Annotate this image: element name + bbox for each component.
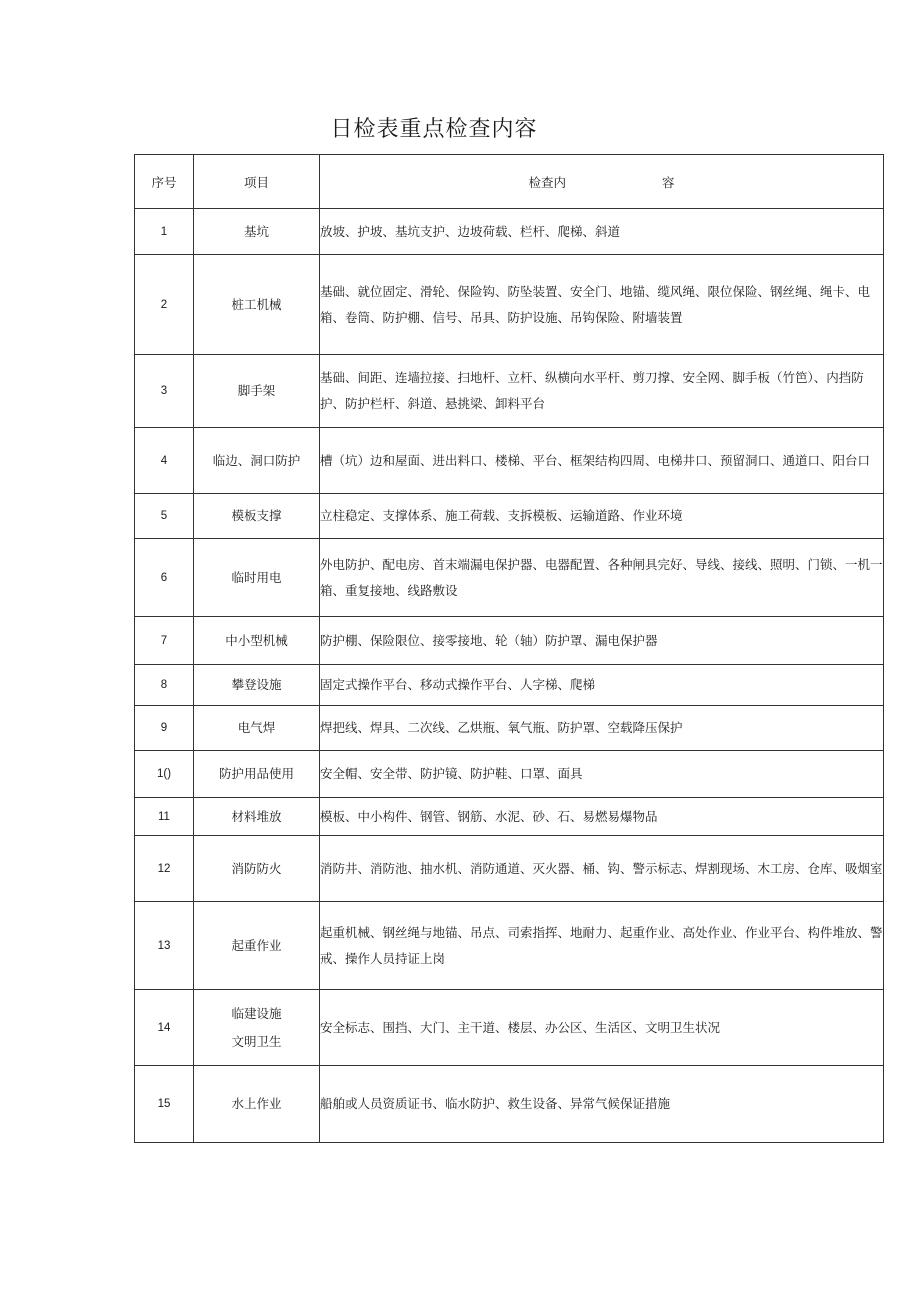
- row-content: 安全标志、围挡、大门、主干道、楼层、办公区、生活区、文明卫生状况: [320, 990, 884, 1066]
- row-seq: 4: [135, 428, 194, 494]
- header-content-part1: 检查内: [528, 174, 566, 190]
- row-item: [194, 494, 320, 539]
- row-item: [194, 255, 320, 355]
- row-item-line: 临边、洞口防护: [212, 452, 301, 468]
- row-content: 焊把线、焊具、二次线、乙烘瓶、氧气瓶、防护罩、空载降压保护: [320, 706, 884, 751]
- row-item: [194, 209, 320, 255]
- table-row: [135, 990, 884, 1066]
- row-item-line: 防护用品使用: [218, 766, 294, 781]
- row-item: [194, 706, 320, 751]
- row-item: [194, 617, 320, 665]
- row-content: 船舶或人员资质证书、临水防护、救生设备、异常气候保证措施: [320, 1066, 884, 1143]
- row-seq: 13: [135, 902, 194, 990]
- table-row: [135, 617, 884, 665]
- row-seq: 8: [135, 665, 194, 706]
- row-content: 固定式操作平台、移动式操作平台、人字梯、爬梯: [320, 665, 884, 706]
- row-item: [194, 539, 320, 617]
- table-row: [135, 428, 884, 494]
- row-seq: 2: [135, 255, 194, 355]
- table-row: [135, 798, 884, 836]
- row-item-line: 消防防火: [231, 860, 282, 876]
- row-seq: 6: [135, 539, 194, 617]
- header-item: 项目: [194, 155, 320, 209]
- row-content: 槽（坑）边和屋面、进出料口、楼梯、平台、框架结构四周、电梯井口、预留洞口、通道口、阳台口: [320, 428, 884, 494]
- table-row: [135, 539, 884, 617]
- header-content: [320, 155, 884, 209]
- row-item-line: 基坑: [243, 223, 269, 239]
- row-seq: 1: [135, 209, 194, 255]
- header-content-part2: 容: [662, 174, 675, 190]
- row-content: 外电防护、配电房、首末端漏电保护器、电器配置、各种闸具完好、导线、接线、照明、门锁、一机一箱、重复接地、线路敷设: [320, 539, 884, 617]
- row-item-line: 水上作业: [231, 1096, 282, 1111]
- row-content: 安全帽、安全带、防护镜、防护鞋、口罩、面具: [320, 751, 884, 798]
- row-item-line: 临时用电: [231, 569, 282, 585]
- row-content: 防护棚、保险限位、接零接地、轮（轴）防护罩、漏电保护器: [320, 617, 884, 665]
- row-seq: 3: [135, 355, 194, 428]
- row-seq: 15: [135, 1066, 194, 1143]
- row-item-line: 桩工机械: [231, 296, 282, 312]
- table-row: [135, 209, 884, 255]
- table-row: [135, 355, 884, 428]
- row-content: 基础、间距、连墙拉接、扫地杆、立杆、纵横向水平杆、剪刀撑、安全网、脚手板（竹笆）、内挡防护、防护栏杆、斜道、悬挑梁、卸料平台: [320, 355, 884, 428]
- row-item-line: 脚手架: [237, 383, 276, 398]
- row-seq: 14: [135, 990, 194, 1066]
- row-content: 放坡、护坡、基坑支护、边坡荷载、栏杆、爬梯、斜道: [320, 209, 884, 255]
- row-seq: 1(): [135, 751, 194, 798]
- page-title: 日检表重点检查内容: [330, 117, 538, 142]
- row-seq: 5: [135, 494, 194, 539]
- row-item-line: 文明卫生: [231, 1033, 282, 1049]
- table-row: [135, 255, 884, 355]
- row-item: [194, 665, 320, 706]
- row-item-line: 临建设施: [231, 1005, 282, 1021]
- row-seq: 12: [135, 836, 194, 902]
- table-row: [135, 494, 884, 539]
- table-body: [135, 155, 884, 1143]
- table-header-row: [135, 155, 884, 209]
- header-seq: 序号: [135, 155, 194, 209]
- table-row: [135, 706, 884, 751]
- row-item: [194, 990, 320, 1066]
- row-item: [194, 355, 320, 428]
- inspection-table: [134, 154, 884, 1143]
- row-content: 起重机械、钢丝绳与地锚、吊点、司索指挥、地耐力、起重作业、高处作业、作业平台、构件堆放、警戒、操作人员持证上岗: [320, 902, 884, 990]
- table-row: [135, 1066, 884, 1143]
- row-item: [194, 1066, 320, 1143]
- row-seq: 7: [135, 617, 194, 665]
- row-item: [194, 902, 320, 990]
- table-row: [135, 902, 884, 990]
- row-content: 基础、就位固定、滑轮、保险钩、防坠装置、安全门、地锚、缆风绳、限位保险、钢丝绳、绳卡、电箱、卷筒、防护棚、信号、吊具、防护设施、吊钩保险、附墙装置: [320, 255, 884, 355]
- table-row: [135, 751, 884, 798]
- row-content: 消防井、消防池、抽水机、消防通道、灭火器、桶、钩、警示标志、焊割现场、木工房、仓库、吸烟室: [320, 836, 884, 902]
- row-item-line: 起重作业: [231, 937, 282, 953]
- row-item: [194, 428, 320, 494]
- row-item: [194, 836, 320, 902]
- row-seq: 9: [135, 706, 194, 751]
- row-seq: 11: [135, 798, 194, 836]
- row-item-line: 模板支撑: [231, 508, 282, 523]
- row-content: 立柱稳定、支撑体系、施工荷载、支拆模板、运输道路、作业环境: [320, 494, 884, 539]
- row-content: 模板、中小构件、钢管、钢筋、水泥、砂、石、易燃易爆物品: [320, 798, 884, 836]
- table-row: [135, 836, 884, 902]
- row-item-line: 中小型机械: [225, 632, 288, 648]
- row-item-line: 材料堆放: [231, 808, 282, 824]
- table-row: [135, 665, 884, 706]
- row-item: [194, 751, 320, 798]
- row-item-line: 电气焊: [237, 720, 276, 735]
- row-item-line: 攀登设施: [231, 677, 282, 692]
- row-item: [194, 798, 320, 836]
